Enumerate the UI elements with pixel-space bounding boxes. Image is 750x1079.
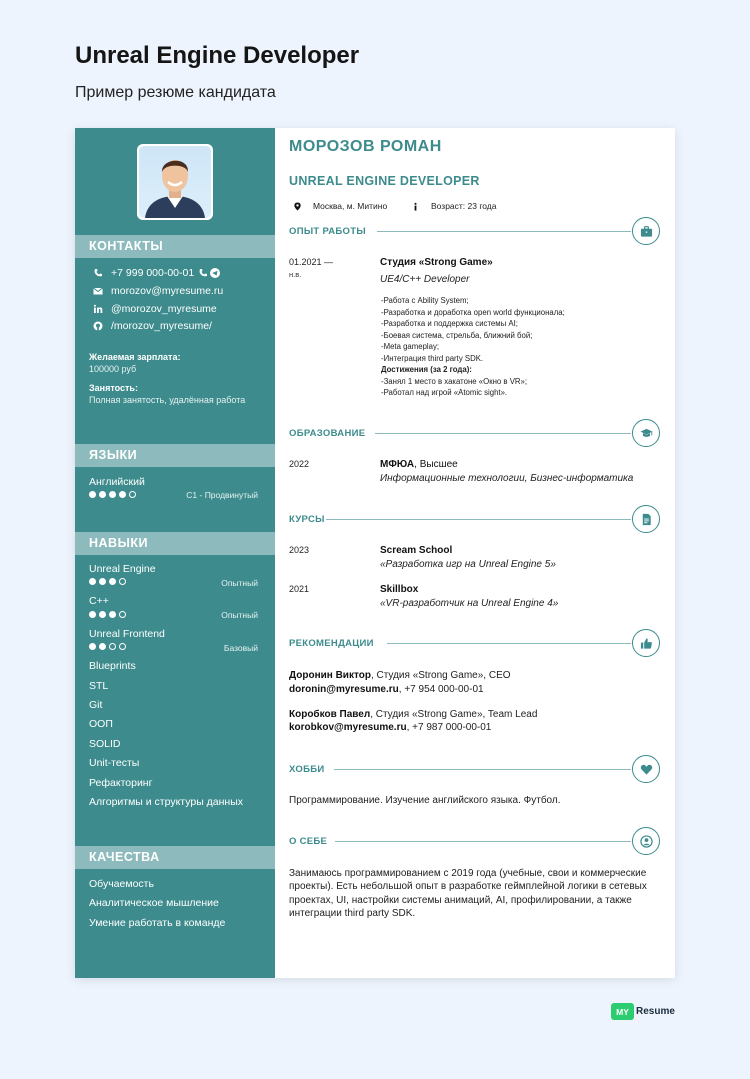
quality-item: Аналитическое мышление <box>89 897 219 909</box>
education-divider <box>375 433 631 434</box>
age <box>411 201 496 211</box>
language-level: C1 - Продвинутый <box>186 490 258 500</box>
education-degree: , Высшее <box>414 459 458 470</box>
contact-phone[interactable] <box>93 266 220 280</box>
person-photo <box>139 146 211 218</box>
experience-divider <box>377 231 631 232</box>
recommendation-line <box>289 709 537 720</box>
about-section-icon <box>632 827 660 855</box>
education-year: 2022 <box>289 459 310 469</box>
courses-divider <box>326 519 631 520</box>
myresume-logo[interactable] <box>611 1003 675 1020</box>
course-name: «VR-разработчик на Unreal Engine 4» <box>380 598 559 609</box>
about-divider <box>335 841 631 842</box>
course-year: 2021 <box>289 584 310 594</box>
skills-heading: НАВЫКИ <box>75 532 275 555</box>
education-heading: ОБРАЗОВАНИЕ <box>289 428 366 439</box>
skill-level: Опытный <box>221 578 258 588</box>
recommender-phone: , +7 987 000-00-01 <box>406 722 492 733</box>
achievement-item: -Работал над игрой «Atomic sight». <box>381 388 508 397</box>
skill-level: Базовый <box>223 643 258 653</box>
recommender-name: Доронин Виктор <box>289 670 371 681</box>
achievement-item: -Занял 1 место в хакатоне «Окно в VR»; <box>381 377 528 386</box>
experience-duty: -Интеграция third party SDK. <box>381 354 484 363</box>
recommender-email[interactable]: doronin@myresume.ru <box>289 684 399 695</box>
courses-section-icon <box>632 505 660 533</box>
salary-label: Желаемая зарплата: <box>89 352 181 362</box>
skill-level: Опытный <box>221 610 258 620</box>
skill-item: SOLID <box>89 738 121 750</box>
experience-duty: -Боевая система, стрельба, ближний бой; <box>381 331 533 340</box>
course-name: «Разработка игр на Unreal Engine 5» <box>380 559 556 570</box>
salary-value: 100000 руб <box>89 364 137 374</box>
experience-duty: -Разработка и доработка open world функционала; <box>381 308 565 317</box>
location-text: Москва, м. Митино <box>313 201 388 211</box>
recommendation-line <box>289 670 511 681</box>
contacts-heading: КОНТАКТЫ <box>75 235 275 258</box>
skill-item: Unit-тесты <box>89 757 140 769</box>
experience-heading: ОПЫТ РАБОТЫ <box>289 226 366 237</box>
skill-name: Unreal Frontend <box>89 628 165 640</box>
briefcase-icon <box>640 225 653 238</box>
skill-rating <box>89 643 126 650</box>
contact-linkedin[interactable] <box>93 302 217 316</box>
education-entry <box>380 459 458 470</box>
hobby-section-icon <box>632 755 660 783</box>
info-icon <box>411 202 420 211</box>
hobby-divider <box>334 769 631 770</box>
logo-text: Resume <box>636 1006 675 1017</box>
contact-phone-text: +7 999 000-00-01 <box>111 267 195 279</box>
candidate-role: UNREAL ENGINE DEVELOPER <box>289 174 480 188</box>
recommendation-contact[interactable] <box>289 684 484 695</box>
experience-duty: -Meta gameplay; <box>381 342 440 351</box>
about-text: Занимаюсь программированием с 2019 года (учебные, свои и коммерческие проекты). Есть небольшой опыт в разработке геймплейной логики в сетевых проектах, UI, настройки системы анимаций, AI, профилировании, а также интеграции third party SDK. <box>289 868 647 919</box>
language-name: Английский <box>89 476 145 488</box>
skill-rating <box>89 611 126 618</box>
linkedin-icon <box>93 304 103 314</box>
contact-linkedin-text: @morozov_myresume <box>111 303 217 315</box>
location <box>293 201 387 211</box>
recommender-position: , Студия «Strong Game», CEO <box>370 670 511 681</box>
experience-duty: -Разработка и поддержка системы AI; <box>381 319 518 328</box>
quality-item: Умение работать в команде <box>89 917 226 929</box>
experience-company: Студия «Strong Game» <box>380 257 493 268</box>
user-circle-icon <box>640 835 653 848</box>
achievements-label: Достижения (за 2 года): <box>381 365 472 374</box>
recommender-email[interactable]: korobkov@myresume.ru <box>289 722 407 733</box>
recommender-name: Коробков Павел <box>289 709 371 720</box>
page-subtitle: Пример резюме кандидата <box>75 84 276 101</box>
recommender-phone: , +7 954 000-00-01 <box>398 684 484 695</box>
skill-item: Рефакторинг <box>89 777 153 789</box>
course-school: Scream School <box>380 545 453 556</box>
courses-heading: КУРСЫ <box>289 514 325 525</box>
page-title: Unreal Engine Developer <box>75 42 360 69</box>
course-year: 2023 <box>289 545 310 555</box>
recommender-position: , Студия «Strong Game», Team Lead <box>370 709 538 720</box>
hobby-heading: ХОББИ <box>289 764 325 775</box>
experience-position: UE4/C++ Developer <box>380 274 470 285</box>
telegram-icon[interactable] <box>210 268 220 278</box>
skill-rating <box>89 578 126 585</box>
experience-date: 01.2021 — <box>289 257 334 267</box>
github-icon <box>93 321 103 331</box>
course-school: Skillbox <box>380 584 419 595</box>
contact-github-text: /morozov_myresume/ <box>111 320 212 332</box>
education-school: МФЮА <box>380 459 415 470</box>
graduation-cap-icon <box>640 427 653 440</box>
experience-duty: -Работа с Ability System; <box>381 296 469 305</box>
skill-item: Blueprints <box>89 660 136 672</box>
contact-email-text: morozov@myresume.ru <box>111 285 224 297</box>
thumbs-up-icon <box>640 637 653 650</box>
avatar <box>137 144 213 220</box>
phone-icon <box>93 268 103 278</box>
contact-email[interactable] <box>93 284 223 298</box>
logo-badge: MY <box>611 1003 634 1020</box>
candidate-name: МОРОЗОВ РОМАН <box>289 138 442 155</box>
skill-item: Алгоритмы и структуры данных <box>89 796 244 808</box>
experience-section-icon <box>632 217 660 245</box>
employment-value: Полная занятость, удалённая работа <box>89 395 246 405</box>
education-section-icon <box>632 419 660 447</box>
sidebar <box>75 128 275 978</box>
heart-icon <box>640 763 653 776</box>
skill-name: Unreal Engine <box>89 563 156 575</box>
viber-icon[interactable] <box>198 268 208 278</box>
email-icon <box>93 286 103 296</box>
recommendations-heading: РЕКОМЕНДАЦИИ <box>289 638 374 649</box>
hobby-text: Программирование. Изучение английского языка. Футбол. <box>289 795 561 806</box>
skill-name: C++ <box>89 595 109 607</box>
recommendation-contact[interactable] <box>289 722 491 733</box>
quality-item: Обучаемость <box>89 878 154 890</box>
location-pin-icon <box>293 202 302 211</box>
about-heading: О СЕБЕ <box>289 836 328 847</box>
language-rating <box>89 491 136 498</box>
recommendations-section-icon <box>632 629 660 657</box>
skill-item: ООП <box>89 718 113 730</box>
experience-date-end: н.в. <box>289 270 302 279</box>
document-icon <box>640 513 653 526</box>
languages-heading: ЯЗЫКИ <box>75 444 275 467</box>
recommendations-divider <box>387 643 631 644</box>
contact-github[interactable] <box>93 319 212 333</box>
education-field: Информационные технологии, Бизнес-информатика <box>380 473 634 484</box>
skill-item: Git <box>89 699 103 711</box>
skill-item: STL <box>89 680 109 692</box>
age-text: Возраст: 23 года <box>431 201 497 211</box>
resume-card <box>75 128 675 978</box>
qualities-heading: КАЧЕСТВА <box>75 846 275 869</box>
employment-label: Занятость: <box>89 383 138 393</box>
